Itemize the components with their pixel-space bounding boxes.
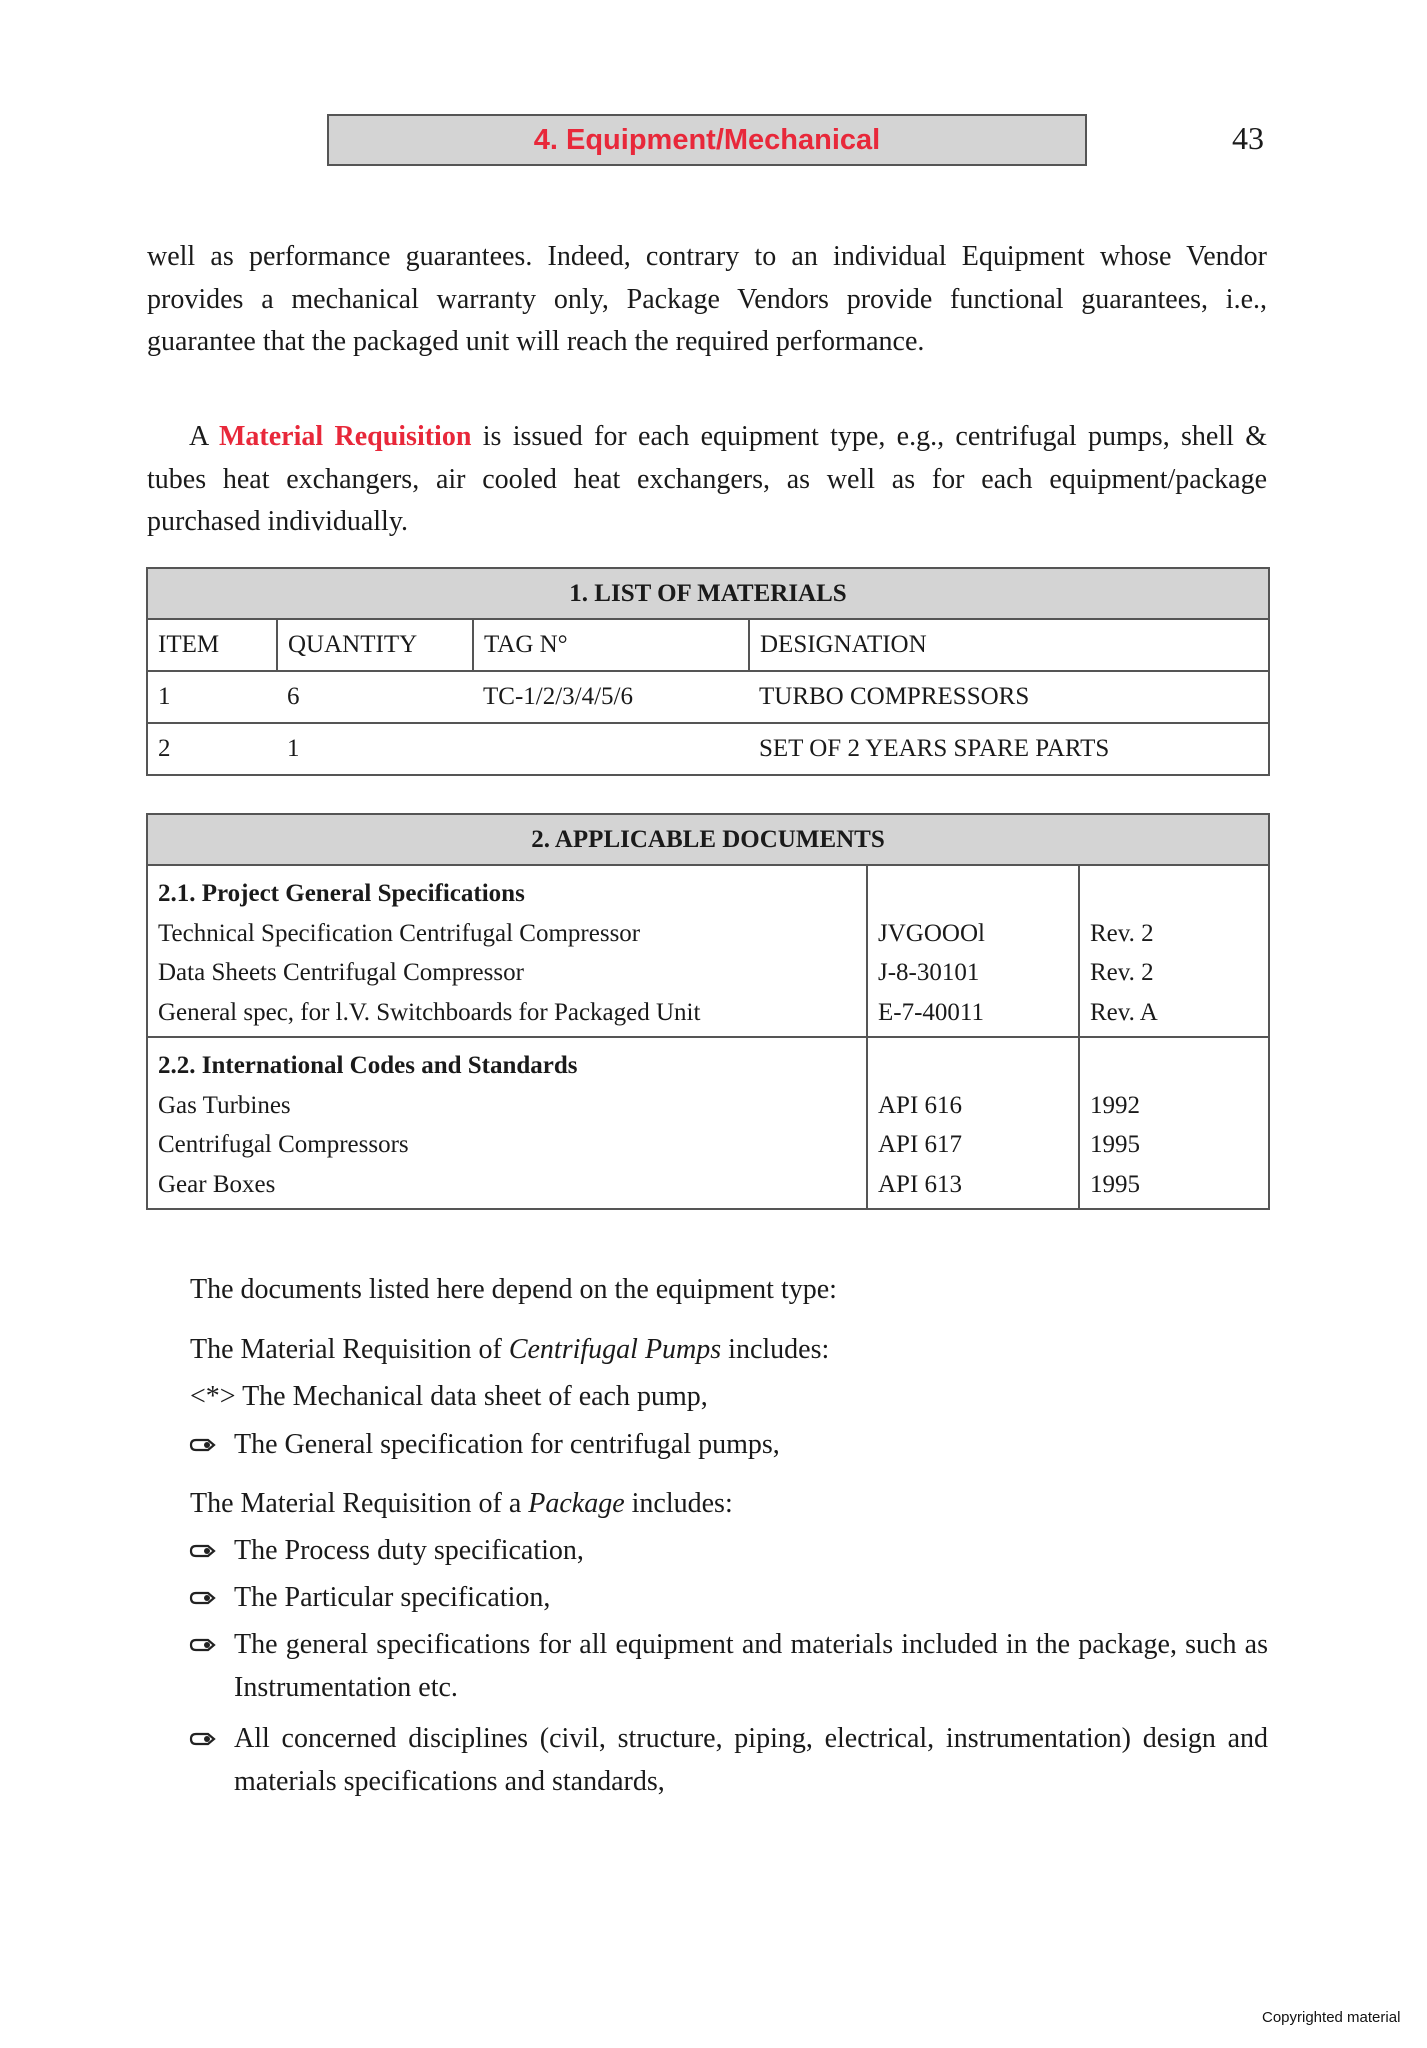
document-title: Gear Boxes: [158, 1170, 276, 1198]
document-code: JVGOOOl: [878, 919, 985, 947]
package-item: [188, 1530, 1268, 1573]
applicable-documents-table: [146, 813, 1270, 1210]
para2-suffix: is issued for each equipment type, e.g., centrifugal pumps, shell & tubes heat exchangers, air cooled heat exchangers, as well as for each equipment/package purchased individually.: [147, 421, 1267, 537]
pumps-item-2: [188, 1424, 1268, 1467]
document-revision: 1992: [1090, 1091, 1140, 1119]
document-titles-cell: [147, 1037, 867, 1209]
table-row: [147, 671, 1269, 723]
document-revision: Rev. A: [1090, 998, 1158, 1026]
package-item: [188, 1577, 1268, 1620]
cell-designation: SET OF 2 YEARS SPARE PARTS: [749, 723, 1269, 775]
documents-table-title: 2. APPLICABLE DOCUMENTS: [147, 814, 1269, 865]
bullet-text: The General specification for centrifugal pumps,: [234, 1429, 780, 1460]
column-header-designation: DESIGNATION: [749, 619, 1269, 671]
chapter-title: 4. Equipment/Mechanical: [327, 114, 1087, 166]
section-heading: 2.2. International Codes and Standards: [158, 1052, 578, 1079]
depend-line: The documents listed here depend on the equipment type:: [190, 1274, 837, 1305]
pumps-intro: [190, 1330, 829, 1370]
pointing-hand-icon: [188, 1530, 220, 1572]
document-revisions-cell: [1079, 1037, 1269, 1209]
document-title: General spec, for l.V. Switchboards for Packaged Unit: [158, 998, 701, 1026]
package-intro: [190, 1484, 733, 1524]
column-header-tag: TAG N°: [473, 619, 749, 671]
intro-paragraph-2: [147, 416, 1267, 544]
document-code: E-7-40011: [878, 998, 984, 1026]
package-prefix: The Material Requisition of a: [190, 1488, 529, 1519]
document-section: [147, 1037, 1269, 1209]
document-title: Gas Turbines: [158, 1091, 291, 1119]
document-revision: 1995: [1090, 1170, 1140, 1198]
section-heading: 2.1. Project General Specifications: [158, 880, 525, 907]
cell-tag: [473, 723, 749, 775]
package-item: [188, 1718, 1268, 1803]
package-term: Package: [528, 1488, 625, 1519]
document-revision: 1995: [1090, 1131, 1140, 1158]
pointing-hand-icon: [188, 1624, 220, 1666]
pointing-hand-icon: [188, 1424, 220, 1466]
document-code: API 617: [878, 1131, 963, 1158]
cell-tag: TC-1/2/3/4/5/6: [473, 671, 749, 723]
document-revision: Rev. 2: [1090, 959, 1154, 986]
cell-designation: TURBO COMPRESSORS: [749, 671, 1269, 723]
document-title: Centrifugal Compressors: [158, 1131, 409, 1158]
cell-quantity: 6: [277, 671, 473, 723]
document-revision: Rev. 2: [1090, 919, 1154, 947]
bullet-text: All concerned disciplines (civil, structure, piping, electrical, instrumentation) design and materials specifications and standards,: [234, 1723, 1268, 1797]
column-header-item: ITEM: [147, 619, 277, 671]
pumps-suffix: includes:: [721, 1334, 830, 1365]
page-number: 43: [1232, 120, 1264, 156]
document-section: [147, 865, 1269, 1037]
package-item: [188, 1624, 1268, 1709]
intro-paragraph-1: well as performance guarantees. Indeed, contrary to an individual Equipment whose Vendor provides a mechanical warranty only, Package Vendors provide functional guarantees, i.e., guarantee that the packaged unit will reach the required performance.: [147, 241, 1267, 357]
document-revisions-cell: [1079, 865, 1269, 1037]
pointing-hand-icon: [188, 1577, 220, 1619]
pumps-item-1: <*> The Mechanical data sheet of each pump,: [190, 1381, 708, 1412]
bullet-text: The Process duty specification,: [234, 1535, 584, 1566]
cell-item: 2: [147, 723, 277, 775]
pumps-prefix: The Material Requisition of: [190, 1334, 509, 1365]
pointing-hand-icon: [188, 1718, 220, 1760]
para2-prefix: A: [189, 421, 219, 452]
centrifugal-pumps-term: Centrifugal Pumps: [508, 1334, 722, 1365]
cell-quantity: 1: [277, 723, 473, 775]
document-title: Data Sheets Centrifugal Compressor: [158, 959, 524, 986]
materials-table-title: 1. LIST OF MATERIALS: [147, 568, 1269, 619]
document-codes-cell: [867, 1037, 1079, 1209]
column-header-quantity: QUANTITY: [277, 619, 473, 671]
document-code: API 613: [878, 1170, 963, 1198]
document-code: J-8-30101: [878, 959, 980, 986]
material-requisition-term: Material Requisition: [219, 421, 472, 452]
list-of-materials-table: [146, 567, 1270, 776]
table-row: [147, 723, 1269, 775]
document-code: API 616: [878, 1091, 963, 1119]
document-title: Technical Specification Centrifugal Compressor: [158, 919, 641, 947]
document-titles-cell: [147, 865, 867, 1037]
cell-item: 1: [147, 671, 277, 723]
bullet-text: The Particular specification,: [234, 1582, 551, 1613]
package-suffix: includes:: [624, 1488, 733, 1519]
document-codes-cell: [867, 865, 1079, 1037]
copyright-notice: Copyrighted material: [1262, 2009, 1401, 2026]
bullet-text: The general specifications for all equipment and materials included in the package, such as Instrumentation etc.: [234, 1629, 1268, 1703]
